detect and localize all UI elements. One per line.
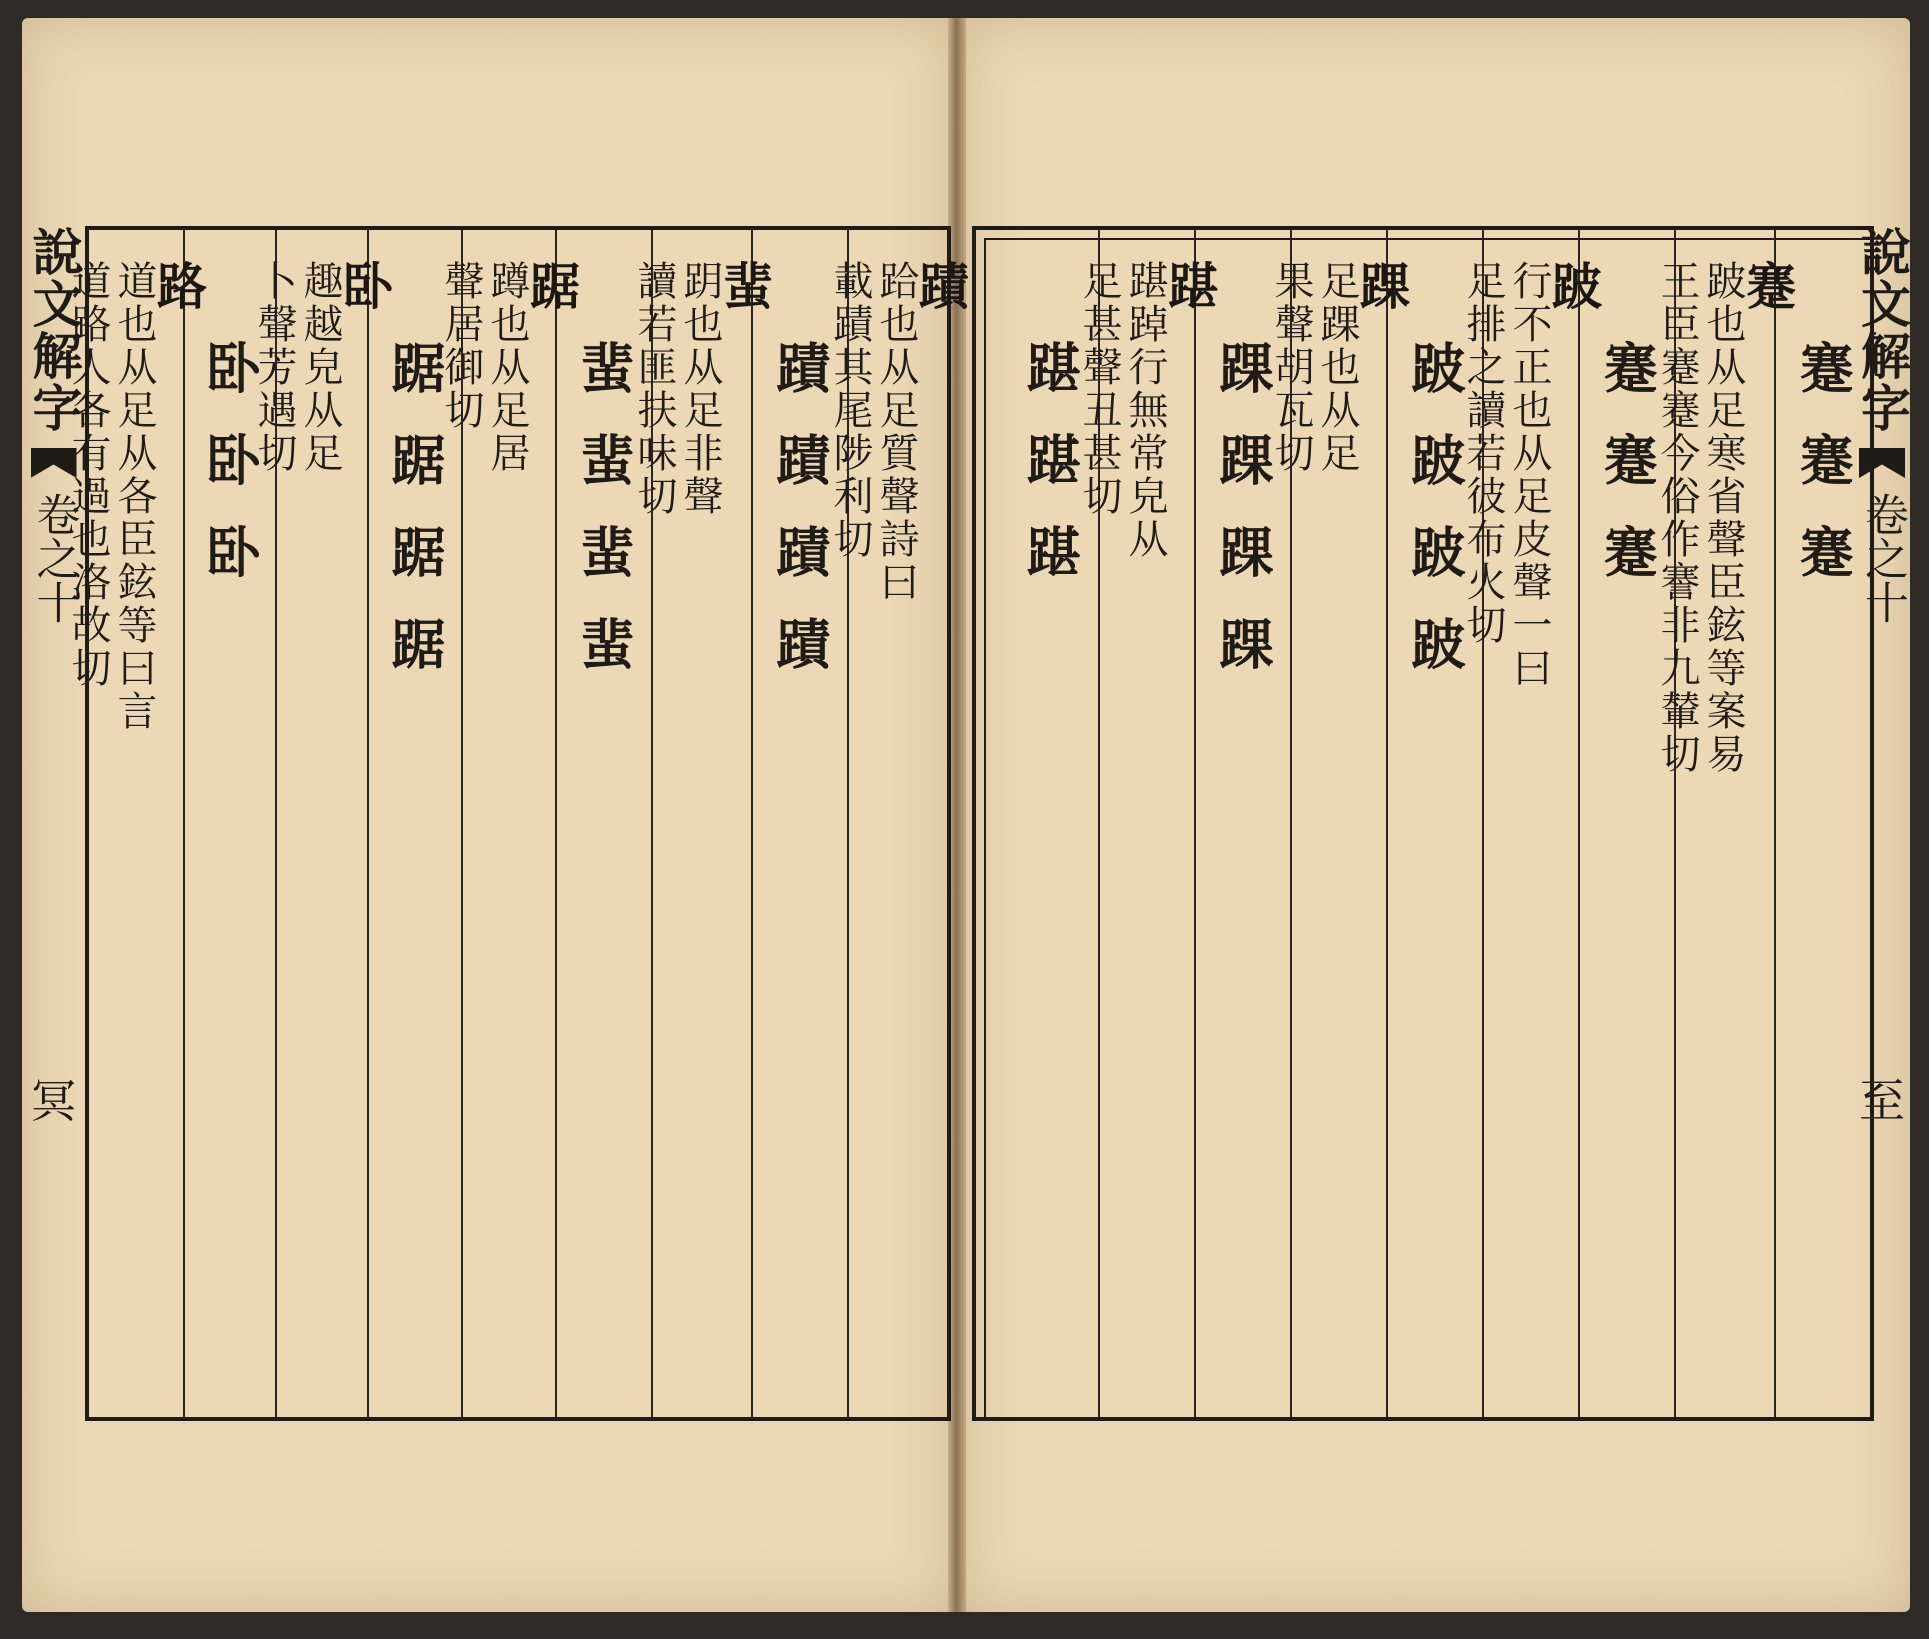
seal-script-forms: 踸踸踸: [1018, 340, 1082, 616]
headword: 踝: [1352, 260, 1411, 310]
headword: 踞: [522, 260, 581, 310]
column-entry: [631, 230, 774, 1417]
gloss-line: 蹲也从足居: [484, 260, 530, 475]
headword: 蜚: [715, 260, 774, 310]
gloss-line: 足踝也从足: [1314, 260, 1360, 475]
gloss-line: 足甚聲丑甚切: [1076, 260, 1122, 518]
gloss-line: 道也从足从各臣鉉等曰言: [111, 260, 157, 733]
gloss-line: 果聲胡瓦切: [1268, 260, 1314, 475]
headword: 蹟: [911, 260, 970, 310]
left-margin-volume: 卷之十: [28, 492, 80, 624]
column-entry: [1076, 230, 1219, 1417]
column-entry: [1460, 230, 1603, 1417]
left-margin-mark: 冥: [30, 1074, 77, 1128]
headword: 踸: [1160, 260, 1219, 310]
column-seal: [1002, 230, 1098, 1417]
gloss-line: 聲居御切: [438, 260, 484, 432]
column-entry: [438, 230, 581, 1417]
seal-script-forms: 蜚蜚蜚蜚: [572, 340, 636, 708]
gloss-line: 讀若匪扶味切: [631, 260, 677, 518]
right-margin-label: [1854, 226, 1910, 1421]
dictionary-entry: [632, 230, 772, 1417]
column-entry: [65, 230, 208, 1417]
right-columns: [986, 230, 1870, 1417]
seal-script-forms: 蹇蹇蹇: [1791, 340, 1855, 616]
right-margin-volume: 卷之十: [1857, 492, 1908, 624]
seal-script-forms: 踞踞踞踞: [383, 340, 447, 708]
fish-tail-mark: [1859, 448, 1905, 478]
right-margin-title: 說文解字: [1853, 226, 1912, 434]
seal-script-forms: 踝踝踝踝: [1211, 340, 1275, 708]
dictionary-entry: [1269, 230, 1409, 1417]
left-margin-title: 說文解字: [24, 226, 84, 434]
gloss-line: 踸踔行無常皃从: [1122, 260, 1168, 561]
left-text-frame: [65, 226, 970, 1421]
headword: 路: [149, 260, 208, 310]
column-entry: [251, 230, 394, 1417]
gloss-line: 道路人各有過也洛故切: [65, 260, 111, 690]
dictionary-entry: [828, 230, 968, 1417]
gloss-line: 跀也从足非聲: [677, 260, 723, 518]
headword: 卧: [335, 260, 394, 310]
seal-script-forms: 卧卧卧: [198, 340, 262, 616]
headword: 跛: [1544, 260, 1603, 310]
column-entry: [1654, 230, 1797, 1417]
left-columns: [65, 230, 970, 1417]
gloss-line: 跛也从足寒省聲臣鉉等案易: [1700, 260, 1746, 776]
gloss-line: 足排之讀若彼布火切: [1460, 260, 1506, 647]
right-text-frame: [972, 226, 1874, 1421]
seal-script-forms: 跛跛跛跛: [1403, 340, 1467, 708]
dictionary-entry: [1461, 230, 1601, 1417]
seal-script-forms: 蹟蹟蹟蹟: [768, 340, 832, 708]
dictionary-entry: [1077, 230, 1217, 1417]
gloss-line: 載蹟其尾陟利切: [827, 260, 873, 561]
headword: 蹇: [1738, 260, 1797, 310]
gloss-line: 卜聲芳遇切: [251, 260, 297, 475]
gloss-line: 王臣蹇蹇今俗作謇非九輦切: [1654, 260, 1700, 776]
right-margin-mark: 至: [1859, 1074, 1905, 1128]
seal-script-forms: 蹇蹇蹇: [1595, 340, 1659, 616]
gloss-line: 跲也从足質聲詩曰: [873, 260, 919, 604]
gloss-line: 趣越皃从足: [297, 260, 343, 475]
column-entry: [1268, 230, 1411, 1417]
dictionary-entry: [66, 230, 206, 1417]
dictionary-entry: [1655, 230, 1795, 1417]
gloss-line: 行不正也从足皮聲一曰: [1506, 260, 1552, 690]
column-entry: [827, 230, 970, 1417]
